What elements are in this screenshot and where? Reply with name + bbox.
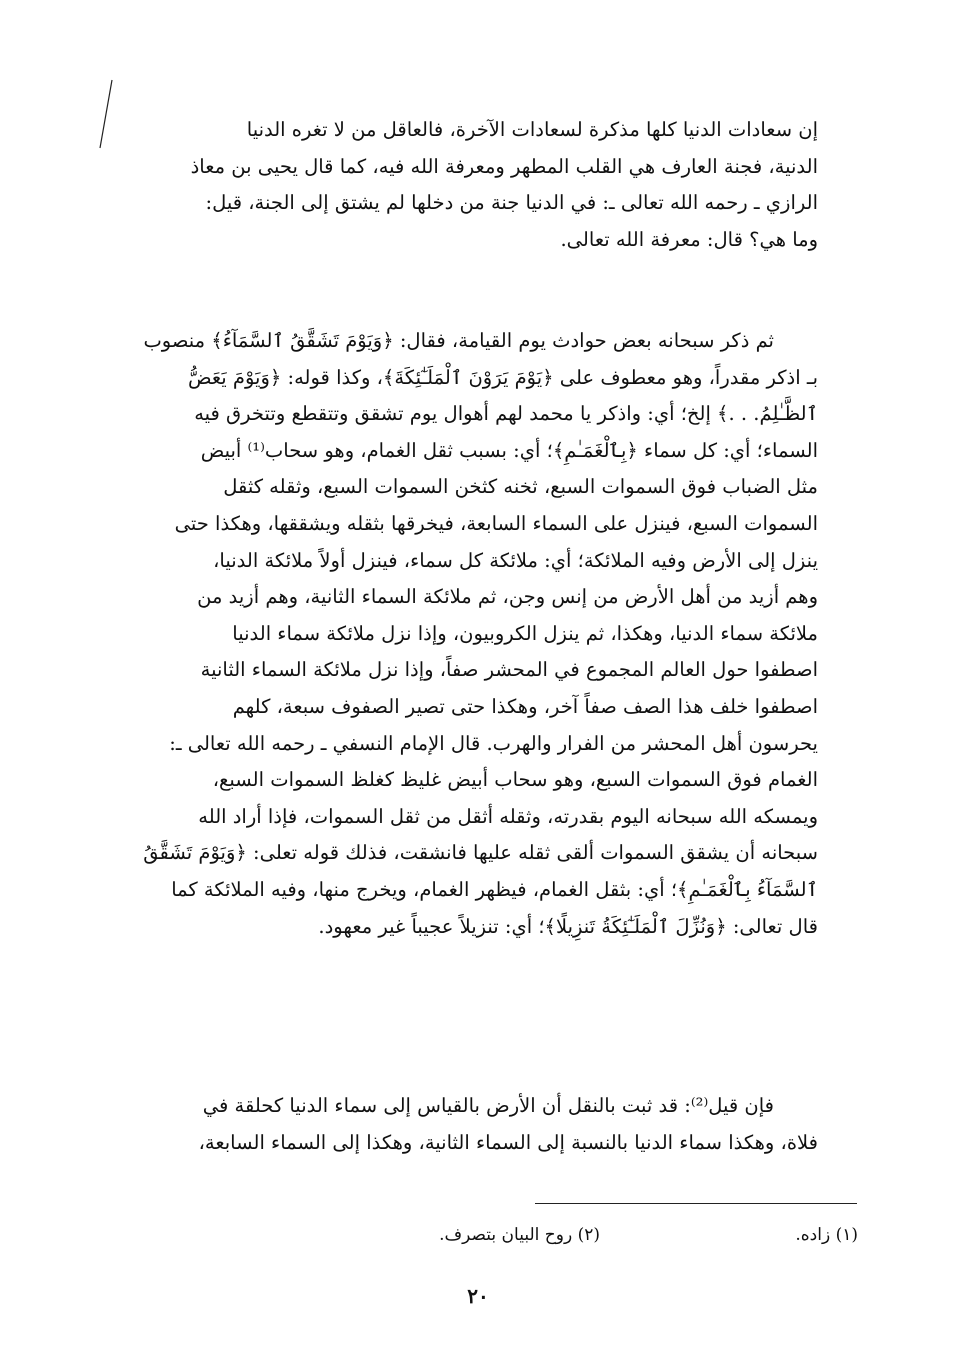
text-line: ٱلظَّـٰلِمُ. . .﴾ إلخ؛ أي: واذكر يا محمد لهم أهوال يوم تشقق وتتقطع وتتخرق فيه xyxy=(194,402,818,426)
text-line: سبحانه أن يشقق السموات ألقى ثقله عليها فانشقت، فذلك قوله تعلى: ﴿وَيَوْمَ تَشَقَّقُ xyxy=(143,841,818,865)
text-line: وهم أزيد من أهل الأرض من إنس وجن، ثم ملائكة السماء الثانية، وهم أزيد من xyxy=(197,585,818,609)
text-line: وما هي؟ قال: معرفة الله تعالى. xyxy=(560,227,818,251)
text-line: يحرسون أهل المحشر من الفرار والهرب. قال الإمام النسفي ـ رحمه الله تعالى ـ: xyxy=(169,731,818,755)
paragraph-1 xyxy=(118,112,818,258)
paragraph-3 xyxy=(118,1088,818,1161)
text-line: ويمسكه الله سبحانه اليوم بقدرته، وثقله أثقل من ثقل السموات، فإذا أراد الله xyxy=(198,804,818,828)
page-number: ٢٠ xyxy=(467,1284,489,1308)
margin-slash-mark xyxy=(72,78,116,150)
text-line: ٱلسَّمَآءُ بِٱلْغَمَـٰمِ﴾؛ أي: بثقل الغمام، فيظهر الغمام، ويخرج منها، وفيه الملائكة كما xyxy=(171,877,818,901)
text-line: مثل الضباب فوق السموات السبع، ثخنه كثخن السموات السبع، وثقله كثقل xyxy=(223,475,818,499)
text-line: الرازي ـ رحمه الله تعالى ـ: في الدنيا جنة من دخلها لم يشتق إلى الجنة، قيل: xyxy=(205,191,818,215)
text-line: الدنية، فجنة العارف هي القلب المطهر ومعرفة الله فيه، كما قال يحيى بن معاذ xyxy=(190,154,818,178)
text-line: قال تعالى: ﴿وَنُزِّلَ ٱلْمَلَـٰٓئِكَةُ تَنزِيلًا﴾؛ أي: تنزيلاً عجيباً غير معهود. xyxy=(318,914,818,938)
text-line: فإن قيل⁽²⁾: قد ثبت بالنقل أن الأرض بالقياس إلى سماء الدنيا كحلقة في xyxy=(202,1094,774,1117)
footnote-2: (٢) روح البيان بتصرف. xyxy=(439,1225,600,1245)
footnote-1: (١) زاده. xyxy=(795,1225,858,1245)
text-line: اصطفوا حول العالم المجموع في المحشر صفاً، وإذا نزل ملائكة السماء الثانية xyxy=(200,658,818,682)
text-line: الغمام فوق السموات السبع، وهو سحاب أبيض غليظ كغلظ السموات السبع، xyxy=(212,768,818,792)
text-line: السموات السبع، فينزل على السماء السابعة، فيخرقها بثقله ويشققها، وهكذا حتى xyxy=(174,511,818,535)
text-line: ثم ذكر سبحانه بعض حوادث يوم القيامة، فقال: ﴿وَيَوْمَ تَشَقَّقُ ٱلسَّمَآءُ﴾ منصوب xyxy=(143,329,774,352)
text-line: ملائكة سماء الدنيا، وهكذا، ثم ينزل الكروبيون، وإذا نزل ملائكة سماء الدنيا xyxy=(232,621,818,645)
text-line: اصطفوا خلف هذا الصف صفاً آخر، وهكذا حتى تصير الصفوف سبعة، كلهم xyxy=(232,694,818,718)
text-line: السماء؛ أي: كل سماء ﴿بِٱلْغَمَـٰمِ﴾؛ أي: بسبب ثقل الغمام، وهو سحاب⁽¹⁾ أبيض xyxy=(200,438,818,462)
text-line: بـ اذكر مقدراً، وهو معطوف على ﴿يَوْمَ يَرَوْنَ ٱلْمَلَـٰٓئِكَةَ﴾، وكذا قوله: ﴿وَيَوْمَ يَعَضُّ xyxy=(187,365,818,389)
paragraph-2 xyxy=(118,323,818,945)
text-line: إن سعادات الدنيا كلها مذكرة لسعادات الآخرة، فالعاقل من لا تغره الدنيا xyxy=(246,118,818,141)
text-line: فلاة، وهكذا سماء الدنيا بالنسبة إلى السماء الثانية، وهكذا إلى السماء السابعة، xyxy=(198,1130,818,1154)
footnote-divider xyxy=(535,1203,857,1204)
text-line: ينزل إلى الأرض وفيه الملائكة؛ أي: ملائكة كل سماء، فينزل أولاً ملائكة الدنيا، xyxy=(213,548,818,572)
